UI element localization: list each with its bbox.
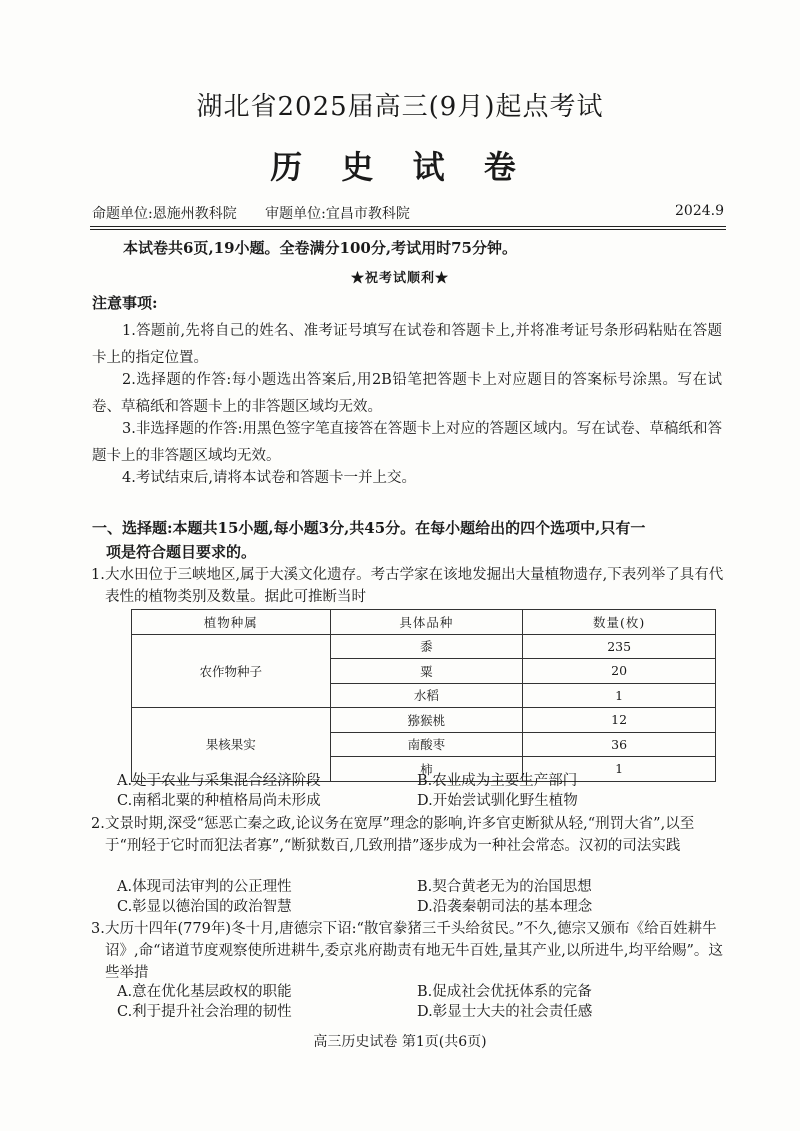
- option-c: C.南稻北粟的种植格局尚未形成: [117, 793, 321, 809]
- exam-title: 湖北省2025届高三(9月)起点考试: [196, 92, 604, 122]
- option-a: A.意在优化基层政权的职能: [117, 984, 292, 1000]
- plant-remains-table: [131, 609, 716, 782]
- option-d: D.沿袭秦朝司法的基本理念: [417, 899, 593, 915]
- section-heading-line: 一、选择题:本题共15小题,每小题3分,共45分。在每小题给出的四个选项中,只有一: [92, 519, 646, 537]
- divider: [90, 229, 726, 230]
- question-stem: 大水田位于三峡地区,属于大溪文化遗存。考古学家在该地发掘出大量植物遗存,下表列举了具有代表性的植物类别及数量。据此可推断当时: [105, 567, 724, 605]
- column-header: 植物种属: [132, 610, 331, 635]
- notice-item: 3.非选择题的作答:用黑色签字笔直接答在答题卡上对应的答题区域内。写在试卷、草稿纸和答题卡上的非答题区域均无效。: [92, 421, 722, 464]
- section-heading-line: 项是符合题目要求的。: [106, 543, 257, 561]
- divider: [90, 226, 726, 227]
- question-2: [91, 813, 730, 857]
- question-3: [91, 918, 730, 984]
- notice-item: 1.答题前,先将自己的姓名、准考证号填写在试卷和答题卡上,并将准考证号条形码粘贴在答题卡上的指定位置。: [92, 323, 722, 366]
- option-c: C.利于提升社会治理的韧性: [117, 1004, 292, 1020]
- option-a: A.体现司法审判的公正理性: [117, 879, 292, 895]
- category-cell: 果核果实: [132, 708, 331, 782]
- option-b: B.促成社会优抚体系的完备: [417, 984, 592, 1000]
- table-row: [132, 708, 716, 733]
- question-stem: 文景时期,深受“惩恶亡秦之政,论议务在宽厚”理念的影响,许多官吏断狱从轻,“刑罚大省”,以至于“刑轻于它时而犯法者寡”,“断狱数百,几致刑措”逐步成为一种社会常态。汉初的司法实践: [105, 816, 695, 854]
- option-d: D.开始尝试驯化野生植物: [417, 793, 578, 809]
- count-cell: 235: [523, 634, 716, 659]
- notice-heading: 注意事项:: [92, 294, 158, 312]
- question-2-options: [117, 877, 717, 917]
- table-row: [132, 634, 716, 659]
- variety-cell: 柿: [330, 757, 523, 782]
- good-luck-wish: ★祝考试顺利★: [350, 271, 449, 286]
- question-3-options: [117, 982, 717, 1022]
- variety-cell: 南酸枣: [330, 732, 523, 757]
- question-number: 1.: [91, 567, 105, 583]
- option-c: C.彰显以德治国的政治智慧: [117, 899, 292, 915]
- notice-item: 2.选择题的作答:每小题选出答案后,用2B铅笔把答题卡上对应题目的答案标号涂黑。写在试卷、草稿纸和答题卡上的非答题区域均无效。: [92, 372, 722, 415]
- column-header: 数量(枚): [523, 610, 716, 635]
- question-1-options: [117, 771, 717, 811]
- question-number: 3.: [91, 921, 105, 937]
- exam-summary: 本试卷共6页,19小题。全卷满分100分,考试用时75分钟。: [123, 239, 517, 257]
- section-heading: [92, 516, 732, 564]
- variety-cell: 猕猴桃: [330, 708, 523, 733]
- option-b: B.契合黄老无为的治国思想: [417, 879, 592, 895]
- count-cell: 1: [523, 683, 716, 708]
- question-number: 2.: [91, 816, 105, 832]
- reviewer-unit: 审题单位:宜昌市教科院: [265, 206, 410, 222]
- variety-cell: 粟: [330, 659, 523, 684]
- option-a: A.处于农业与采集混合经济阶段: [117, 773, 321, 789]
- exam-meta: [92, 203, 724, 223]
- column-header: 具体品种: [330, 610, 523, 635]
- table-header-row: [132, 610, 716, 635]
- page-footer: 高三历史试卷 第1页(共6页): [313, 1034, 487, 1050]
- exam-subtitle: 历 史 试 卷: [270, 148, 530, 186]
- exam-date: 2024.9: [675, 203, 724, 219]
- variety-cell: 黍: [330, 634, 523, 659]
- count-cell: 20: [523, 659, 716, 684]
- variety-cell: 水稻: [330, 683, 523, 708]
- option-b: B.农业成为主要生产部门: [417, 773, 578, 789]
- count-cell: 36: [523, 732, 716, 757]
- question-stem: 大历十四年(779年)冬十月,唐德宗下诏:“散官豢猪三千头给贫民。”不久,德宗又颁布《给百姓耕牛诏》,命“诸道节度观察使所进耕牛,委京兆府勘责有地无牛百姓,量其产业,以所进牛,均平给赐”。这些举措: [105, 921, 723, 981]
- count-cell: 1: [523, 757, 716, 782]
- notice-item: 4.考试结束后,请将本试卷和答题卡一并上交。: [122, 470, 416, 486]
- setter-unit: 命题单位:恩施州教科院: [92, 206, 237, 222]
- category-cell: 农作物种子: [132, 634, 331, 708]
- option-d: D.彰显士大夫的社会责任感: [417, 1004, 593, 1020]
- question-1: [91, 564, 730, 608]
- count-cell: 12: [523, 708, 716, 733]
